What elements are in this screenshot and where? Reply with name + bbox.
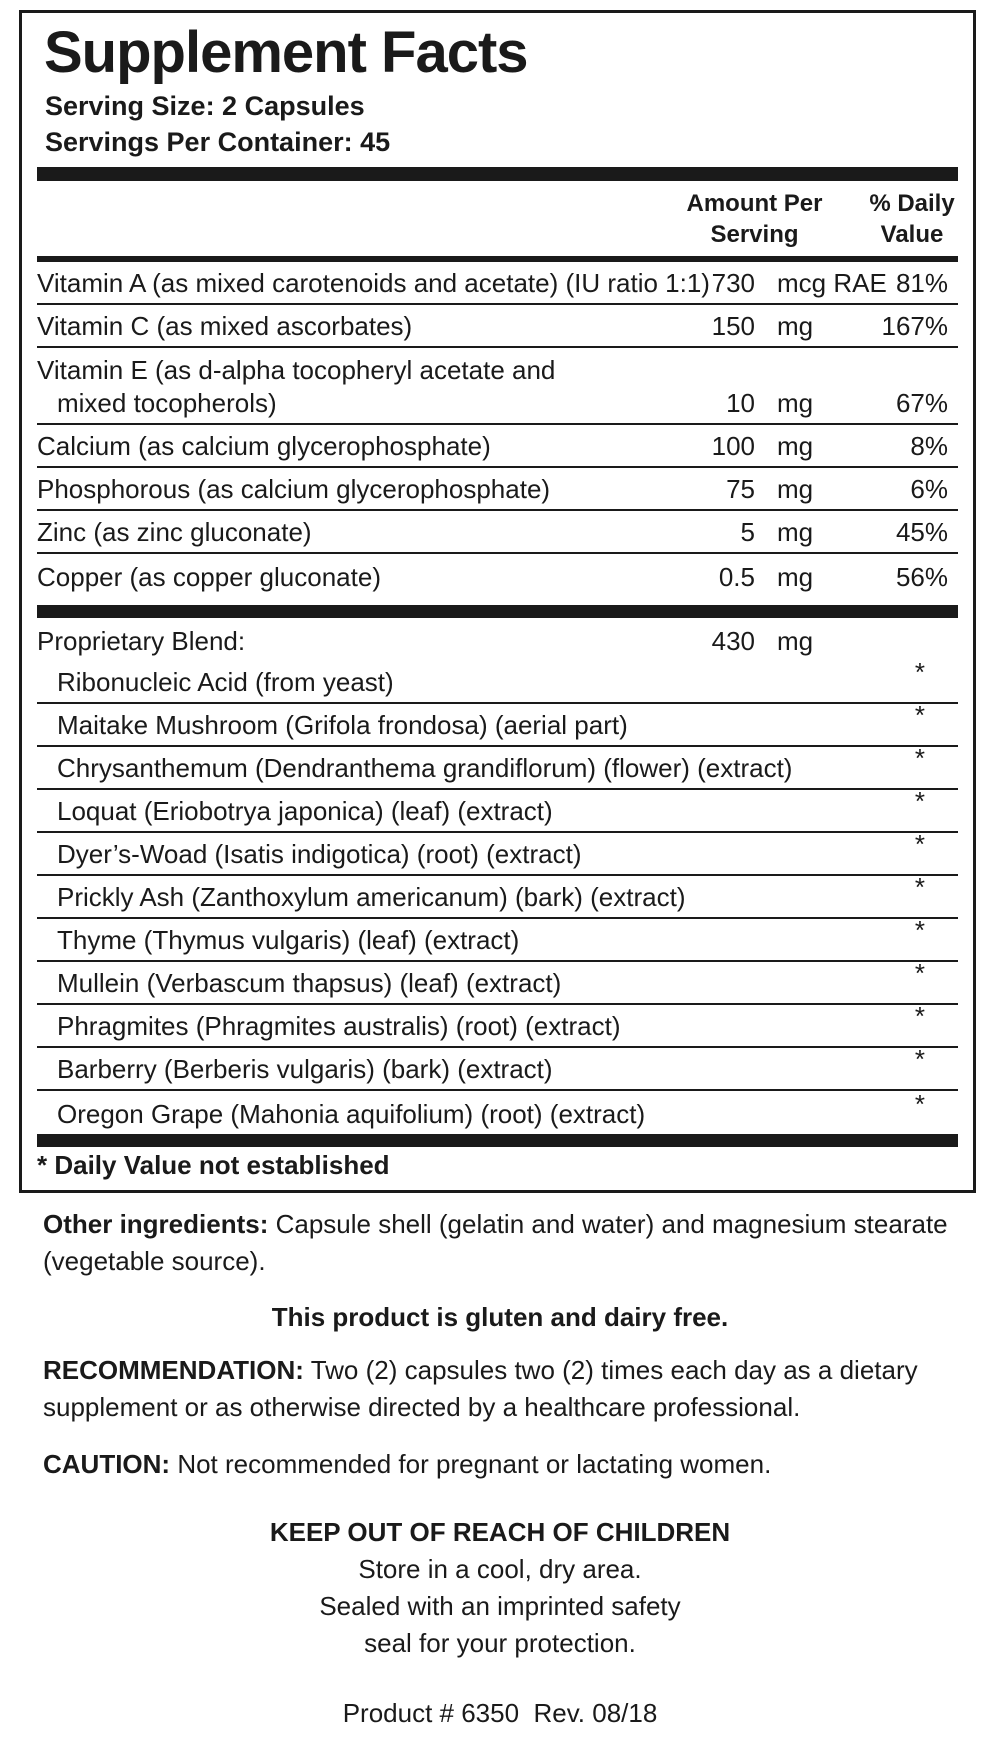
other-ingredients-label: Other ingredients:: [43, 1209, 269, 1239]
blend-item-name: Chrysanthemum (Dendranthema grandiflorum) (flower) (extract): [57, 753, 793, 783]
product-number: Product # 6350 Rev. 08/18: [342, 1698, 658, 1728]
blend-name: Proprietary Blend:: [37, 626, 246, 656]
blend-item-row: [37, 872, 958, 919]
blend-item-row: [37, 958, 958, 1005]
nutrient-name: Calcium (as calcium glycerophosphate): [37, 431, 491, 461]
blend-item-dv: *: [914, 1089, 925, 1119]
nutrient-amount: 150: [711, 311, 755, 341]
blend-item-name: Dyer’s-Woad (Isatis indigotica) (root) (extract): [57, 839, 582, 869]
nutrient-unit: mg: [777, 517, 814, 547]
blend-item-row: [37, 657, 958, 704]
caution-text: Not recommended for pregnant or lactating women.: [170, 1449, 772, 1479]
blend-item-row: [37, 743, 958, 790]
blend-item-row: [37, 1044, 958, 1091]
blend-row: [37, 618, 958, 661]
blend-item-name: Maitake Mushroom (Grifola frondosa) (aerial part): [57, 710, 628, 740]
blend-item-name: Ribonucleic Acid (from yeast): [57, 667, 394, 697]
thick-divider: [37, 167, 958, 181]
nutrient-row: [37, 554, 958, 597]
blend-item-name: Thyme (Thymus vulgaris) (leaf) (extract): [57, 925, 520, 955]
blend-item-row: [37, 915, 958, 962]
blend-item-name: Phragmites (Phragmites australis) (root) (extract): [57, 1011, 621, 1041]
nutrient-unit: mg: [777, 562, 814, 592]
panel-title: Supplement Facts: [44, 20, 528, 85]
blend-item-dv: *: [914, 872, 925, 902]
nutrient-name: Vitamin E (as d-alpha tocopheryl acetate and: [37, 355, 556, 385]
keep-out-warning: KEEP OUT OF REACH OF CHILDREN: [269, 1517, 731, 1547]
nutrient-amount: 100: [711, 431, 755, 461]
blend-item-name: Prickly Ash (Zanthoxylum americanum) (bark) (extract): [57, 882, 686, 912]
supplement-facts-panel: [19, 10, 976, 1193]
nutrient-row: [37, 262, 958, 305]
blend-item-row: [37, 1091, 958, 1134]
nutrient-row: [37, 425, 958, 468]
recommendation-text: Two (2) capsules two (2) times each day as a dietary supplement or as otherwise directed by a healthcare professional.: [43, 1355, 918, 1422]
nutrient-name: Vitamin A (as mixed carotenoids and acetate) (IU ratio 1:1): [37, 268, 710, 298]
nutrient-row: [37, 511, 958, 554]
nutrient-dv: 45%: [895, 517, 948, 547]
serving-size: Serving Size: 2 Capsules: [45, 91, 365, 121]
storage-line: seal for your protection.: [364, 1628, 636, 1658]
nutrient-unit: mg: [777, 431, 814, 461]
blend-item-dv: *: [914, 786, 925, 816]
nutrient-amount: 5: [740, 517, 755, 547]
nutrient-unit: mg: [777, 388, 814, 418]
blend-item-name: Barberry (Berberis vulgaris) (bark) (extract): [57, 1054, 553, 1084]
nutrient-dv: 8%: [910, 431, 948, 461]
nutrient-name: Zinc (as zinc gluconate): [37, 517, 312, 547]
other-ingredients: [43, 1206, 968, 1280]
nutrient-amount: 10: [726, 388, 755, 418]
servings-per-container: Servings Per Container: 45: [45, 127, 391, 157]
nutrient-dv: 56%: [895, 562, 948, 592]
blend-unit: mg: [777, 626, 814, 656]
blend-item-row: [37, 700, 958, 747]
nutrient-unit: mg: [777, 474, 814, 504]
nutrient-name-continued: mixed tocopherols): [57, 388, 277, 418]
nutrient-amount: 0.5: [718, 562, 755, 592]
nutrient-dv: 67%: [895, 388, 948, 418]
recommendation-label: RECOMMENDATION:: [43, 1355, 304, 1385]
recommendation: [43, 1352, 968, 1426]
nutrient-name: Copper (as copper gluconate): [37, 562, 381, 592]
thick-divider: [37, 1134, 958, 1147]
nutrient-row: [37, 305, 958, 348]
nutrient-unit: mg: [777, 311, 814, 341]
blend-item-dv: *: [914, 700, 925, 730]
daily-value-footnote: * Daily Value not established: [37, 1150, 390, 1180]
nutrient-dv: 81%: [895, 268, 948, 298]
blend-amount: 430: [711, 626, 755, 656]
blend-item-dv: *: [914, 958, 925, 988]
other-ingredients-text: Capsule shell (gelatin and water) and magnesium stearate (vegetable source).: [43, 1209, 948, 1276]
nutrient-amount: 730: [711, 268, 755, 298]
blend-item-name: Mullein (Verbascum thapsus) (leaf) (extract): [57, 968, 562, 998]
caution-label: CAUTION:: [43, 1449, 171, 1479]
nutrient-name: Phosphorous (as calcium glycerophosphate): [37, 474, 551, 504]
blend-item-dv: *: [914, 915, 925, 945]
nutrient-unit: mcg RAE: [777, 268, 887, 298]
blend-item-dv: *: [914, 657, 925, 687]
blend-item-name: Loquat (Eriobotrya japonica) (leaf) (extract): [57, 796, 553, 826]
blend-item-row: [37, 786, 958, 833]
blend-item-row: [37, 829, 958, 876]
caution: [43, 1446, 968, 1483]
nutrient-amount: 75: [726, 474, 755, 504]
nutrient-dv: 6%: [910, 474, 948, 504]
nutrient-name: Vitamin C (as mixed ascorbates): [37, 311, 413, 341]
amount-header: Amount Per Serving: [686, 190, 823, 248]
blend-item-dv: *: [914, 1044, 925, 1074]
blend-item-name: Oregon Grape (Mahonia aquifolium) (root) (extract): [57, 1099, 646, 1129]
storage-line: Sealed with an imprinted safety: [319, 1591, 681, 1621]
blend-item-row: [37, 1001, 958, 1048]
blend-item-dv: *: [914, 1001, 925, 1031]
thick-divider: [37, 605, 958, 618]
storage-line: Store in a cool, dry area.: [358, 1554, 642, 1584]
blend-item-dv: *: [914, 829, 925, 859]
gluten-dairy-note: This product is gluten and dairy free.: [271, 1302, 729, 1332]
nutrient-row: [37, 348, 958, 425]
nutrient-row: [37, 468, 958, 511]
nutrient-dv: 167%: [881, 311, 948, 341]
daily-value-header: % Daily Value: [869, 190, 955, 248]
blend-item-dv: *: [914, 743, 925, 773]
